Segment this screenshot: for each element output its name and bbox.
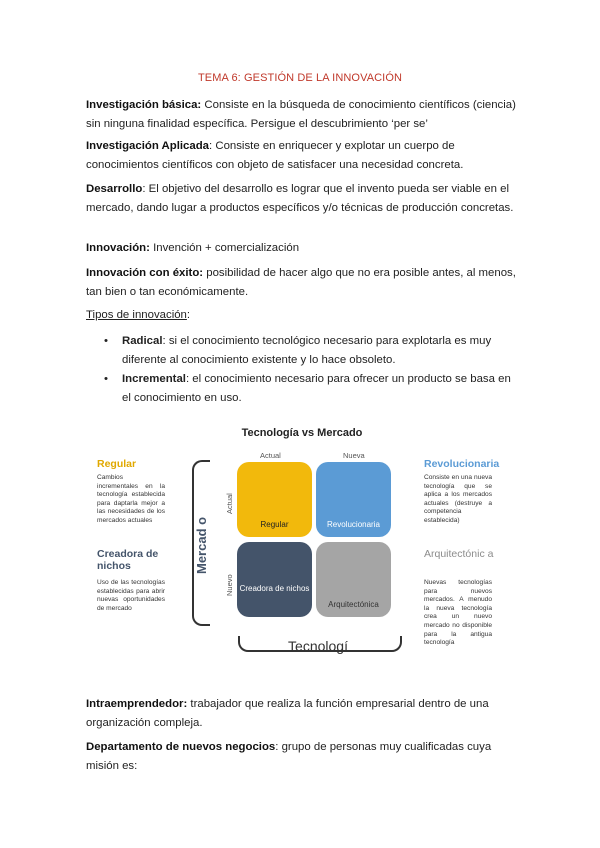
definition-term: Investigación Aplicada — [86, 140, 210, 152]
quadrant-arquitectonica: Arquitectónica — [316, 542, 391, 617]
types-heading-colon: : — [186, 309, 191, 321]
mercado-axis-label: Mercad o — [194, 516, 209, 574]
type-text: : el conocimiento necesario para ofrecer un producto se basa en el conocimiento en uso. — [122, 373, 511, 404]
side-heading-regular: Regular — [97, 458, 137, 470]
side-heading-creadora: Creadora de nichos — [97, 548, 159, 572]
diagram-title: Tecnología vs Mercado — [241, 427, 363, 439]
definition-innovacion — [86, 239, 516, 258]
row-label-nuevo: Nuevo — [225, 574, 234, 596]
types-heading-text: Tipos de innovación — [86, 309, 187, 321]
page-title: TEMA 6: GESTIÓN DE LA INNOVACIÓN — [197, 72, 403, 84]
definition-text: trabajador que realiza la función empresarial dentro de una organización compleja. — [86, 698, 489, 729]
type-term: Incremental — [122, 373, 186, 385]
bullet: • — [104, 373, 108, 385]
type-term: Radical — [122, 335, 163, 347]
quadrant-creadora-de-nichos: Creadora de nichos — [237, 542, 312, 617]
definition-term: Intraemprendedor: — [86, 698, 188, 710]
bullet: • — [104, 335, 108, 347]
types-list — [86, 332, 516, 408]
definition-investigacion-aplicada — [86, 137, 516, 174]
side-text-regular: Cambios incrementales en la tecnología establecida para daptarla mejor a las necesidades de los mercados actuales — [97, 474, 165, 524]
list-item-incremental — [86, 370, 516, 407]
list-item-radical — [86, 332, 516, 369]
definition-investigacion-basica — [86, 96, 516, 133]
side-heading-arquitectonica: Arquitectónic a — [424, 548, 494, 560]
column-label-actual: Actual — [260, 451, 281, 460]
definition-text: Consiste en la búsqueda de conocimiento científicos (ciencia) sin ninguna finalidad específica. Persigue el descubrimiento ‘per se’ — [86, 99, 516, 130]
definition-text: : El objetivo del desarrollo es lograr que el invento pueda ser viable en el mercado, dando lugar a productos específicos y/o técnicas de producción concretas. — [86, 183, 514, 214]
quadrant-revolucionaria: Revolucionaria — [316, 462, 391, 537]
type-text: : si el conocimiento tecnológico necesario para explotarla es muy diferente al conocimiento existente y lo hace obsoleto. — [122, 335, 492, 366]
definition-text: Invención + comercialización — [149, 242, 300, 254]
row-label-actual: Actual — [225, 493, 234, 514]
definition-text: : grupo de personas muy cualificadas cuya misión es: — [86, 741, 492, 772]
column-label-nueva: Nueva — [343, 451, 365, 460]
definition-intraemprendedor — [86, 695, 516, 732]
side-heading-revolucionaria: Revolucionaria — [424, 458, 500, 470]
definition-innovacion-exito — [86, 264, 516, 301]
definition-term: Investigación básica: — [86, 99, 202, 111]
definition-text: : Consiste en enriquecer y explotar un cuerpo de conocimientos científicos con objeto de satisfacer una necesidad concreta. — [86, 140, 464, 171]
definition-term: Innovación: — [86, 242, 150, 254]
side-text-arquitectonica: Nuevas tecnologías para nuevos mercados. A menudo la nueva tecnología crea un nuevo mercado no disponible para la antigua tecnología — [424, 579, 492, 647]
definition-departamento — [86, 738, 516, 775]
tecnologia-mercado-diagram — [92, 424, 512, 664]
quadrant-regular: Regular — [237, 462, 312, 537]
definition-text: posibilidad de hacer algo que no era posible antes, al menos, tan bien o tan económicamente. — [86, 267, 516, 298]
definition-term: Departamento de nuevos negocios — [86, 741, 276, 753]
side-text-creadora: Uso de las tecnologías establecidas para abrir nuevas oportunidades de mercado — [97, 579, 165, 612]
definition-desarrollo — [86, 180, 516, 217]
tecnologia-axis-label: Tecnologí — [288, 638, 348, 654]
definition-term: Desarrollo — [86, 183, 143, 195]
definition-term: Innovación con éxito: — [86, 267, 204, 279]
types-heading — [86, 306, 516, 325]
side-text-revolucionaria: Consiste en una nueva tecnología que se aplica a los mercados actuales (destruye a competencia establecida) — [424, 474, 492, 524]
